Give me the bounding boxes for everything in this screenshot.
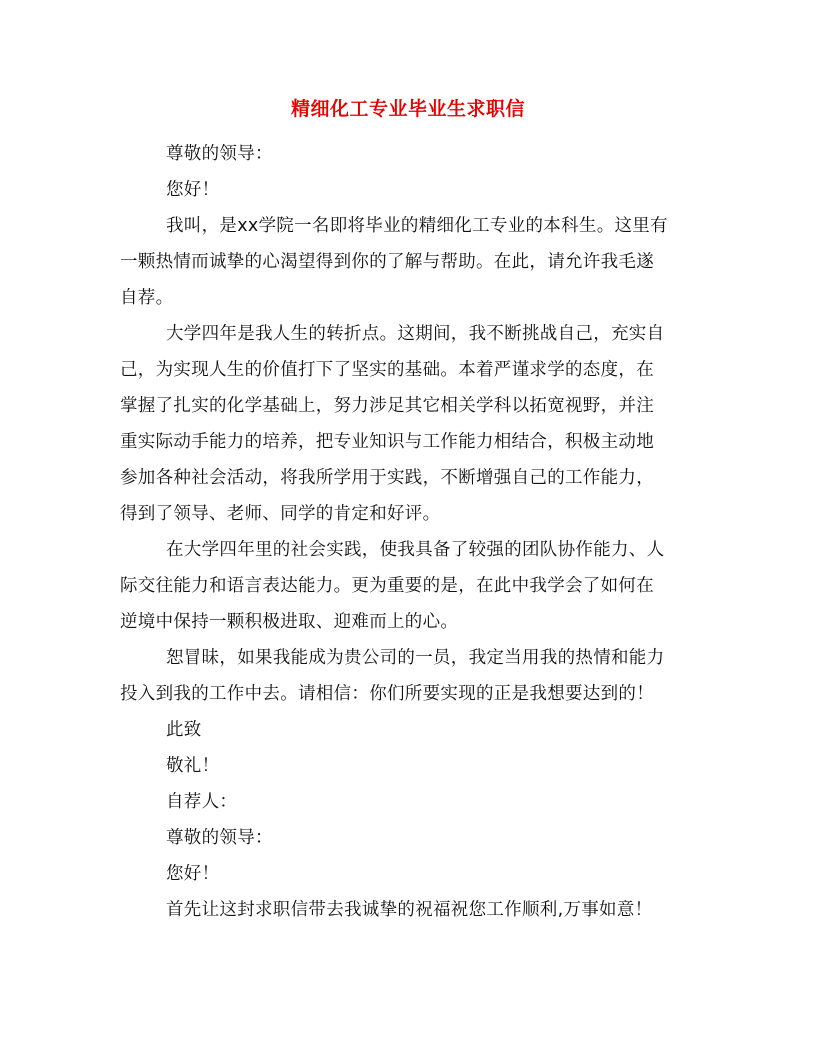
paragraph-3-line-1: 在大学四年里的社会实践，使我具备了较强的团队协作能力、人 (166, 540, 665, 560)
paragraph-2-line-6: 得到了领导、老师、同学的肯定和好评。 (120, 504, 441, 524)
salutation-line: 尊敬的领导： (166, 144, 273, 164)
paragraph-2-line-4: 重实际动手能力的培养，把专业知识与工作能力相结合，积极主动地 (120, 432, 654, 452)
second-greeting-line: 您好！ (166, 864, 220, 884)
greeting-line: 您好！ (166, 180, 220, 200)
paragraph-4-line-1: 恕冒昧，如果我能成为贵公司的一员，我定当用我的热情和能力 (166, 648, 665, 668)
paragraph-3-line-2: 际交往能力和语言表达能力。更为重要的是，在此中我学会了如何在 (120, 576, 654, 596)
paragraph-2-line-2: 己，为实现人生的价值打下了坚实的基础。本着严谨求学的态度，在 (120, 360, 654, 380)
paragraph-3-line-3: 逆境中保持一颗积极进取、迎难而上的心。 (120, 612, 459, 632)
signature-line: 自荐人： (166, 792, 238, 812)
closing-line-2: 敬礼！ (166, 756, 220, 776)
paragraph-4-line-2: 投入到我的工作中去。请相信：你们所要实现的正是我想要达到的！ (120, 684, 654, 704)
second-salutation-line: 尊敬的领导： (166, 828, 273, 848)
paragraph-2-line-3: 掌握了扎实的化学基础上，努力涉足其它相关学科以拓宽视野，并注 (120, 396, 654, 416)
closing-line-1: 此致 (166, 720, 202, 740)
paragraph-1-line-1: 我叫，是xx学院一名即将毕业的精细化工专业的本科生。这里有 (166, 216, 668, 236)
paragraph-2-line-5: 参加各种社会活动，将我所学用于实践，不断增强自己的工作能力， (120, 468, 654, 488)
document-title: 精细化工专业毕业生求职信 (290, 98, 525, 120)
paragraph-1-line-3: 自荐。 (120, 288, 174, 308)
final-wish-line: 首先让这封求职信带去我诚挚的祝福祝您工作顺利,万事如意！ (166, 900, 653, 920)
paragraph-1-line-2: 一颗热情而诚挚的心渴望得到你的了解与帮助。在此，请允许我毛遂 (120, 252, 654, 272)
paragraph-2-line-1: 大学四年是我人生的转折点。这期间，我不断挑战自己，充实自 (166, 324, 665, 344)
letter-body (120, 136, 696, 928)
